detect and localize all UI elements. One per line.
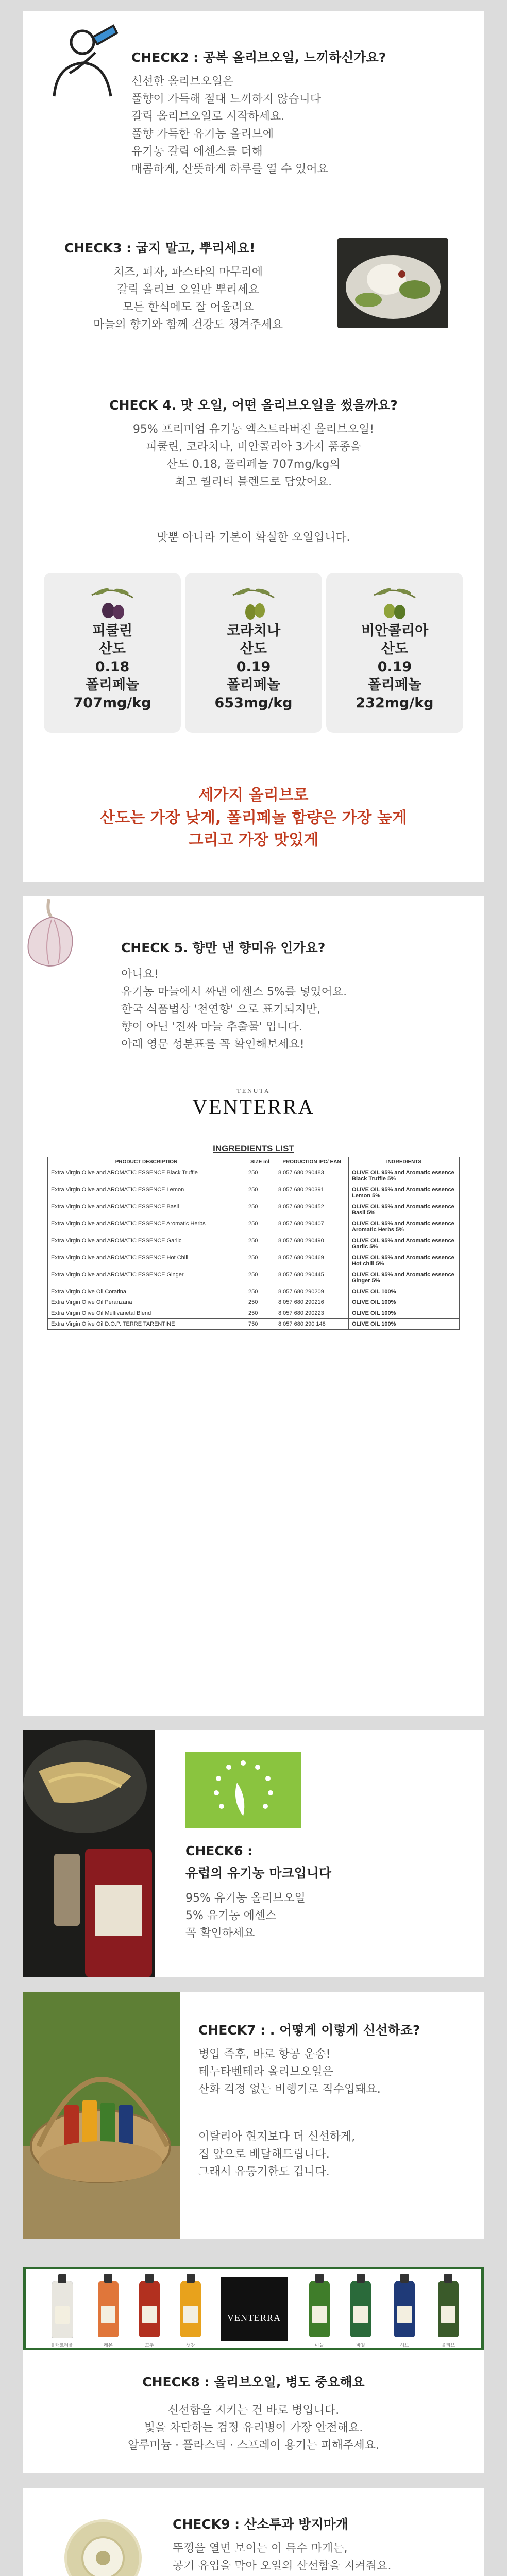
text-line: 신선함을 지키는 건 바로 병입니다.: [167, 2404, 340, 2417]
table-cell: OLIVE OIL 100%: [349, 1297, 460, 1308]
variety-card-ogliarola: [326, 573, 463, 733]
garlic-icon: [23, 896, 80, 969]
table-row: [48, 1319, 460, 1330]
table-cell: 250: [245, 1201, 275, 1218]
table-cell: 250: [245, 1167, 275, 1184]
table-row: [48, 1269, 460, 1286]
table-cell: Extra Virgin Olive and AROMATIC ESSENCE Aromatic Herbs: [48, 1218, 245, 1235]
polyphenol-value: 232mg/kg: [356, 694, 434, 711]
text-line: 향이 아닌 '진짜 마늘 추출물' 입니다.: [121, 1021, 302, 1034]
col-header: PRODUCTION IPC/ EAN: [275, 1157, 349, 1167]
table-cell: Extra Virgin Olive Oil Peranzana: [48, 1297, 245, 1308]
table-cell: 250: [245, 1252, 275, 1269]
bottle-caption: 고추: [145, 2343, 154, 2348]
text-line: 신선한 올리브오일은: [131, 75, 234, 88]
check6-title: CHECK6 :: [185, 1843, 253, 1858]
table-cell: 8 057 680 290 148: [275, 1319, 349, 1330]
text-line: 공기 유입을 막아 오일의 산선함을 지켜줘요.: [173, 2560, 392, 2573]
table-cell: 8 057 680 290483: [275, 1167, 349, 1184]
variety-name: 코라치나: [226, 622, 281, 639]
card-check7: [23, 1992, 484, 2239]
polyphenol-label: 폴리페놀: [367, 676, 422, 693]
check5-title: CHECK 5. 향만 낸 향미유 인가요?: [121, 940, 326, 955]
bottle-ginger: [180, 2281, 201, 2337]
variety-name: 피쿨린: [92, 622, 133, 639]
summary-line: 산도는 가장 낮게, 폴리페놀 함량은 가장 높게: [100, 808, 407, 827]
table-cell: Extra Virgin Olive and AROMATIC ESSENCE Ginger: [48, 1269, 245, 1286]
text-line: 95% 유기농 올리브오일: [185, 1892, 306, 1905]
text-line: 꼭 확인하세요: [185, 1927, 255, 1940]
table-cell: Extra Virgin Olive and AROMATIC ESSENCE Hot Chili: [48, 1252, 245, 1269]
card-check2-4: [23, 11, 484, 882]
table-row: [48, 1297, 460, 1308]
bottle-caption: 레몬: [104, 2343, 113, 2348]
summary-line: 그리고 가장 맛있게: [188, 831, 319, 849]
polyphenol-label: 폴리페놀: [85, 676, 140, 693]
bottle-basil: [350, 2281, 371, 2337]
table-cell: 8 057 680 290223: [275, 1308, 349, 1319]
variety-info: [326, 622, 463, 712]
text-line: 집 앞으로 배달해드립니다.: [198, 2148, 330, 2161]
text-line: 마늘의 향기와 함께 건강도 챙겨주세요: [93, 318, 283, 332]
text-line: 풀향이 가득해 절대 느끼하지 않습니다: [131, 93, 322, 106]
text-line: 아니요!: [121, 968, 159, 981]
ingredients-table: [47, 1157, 460, 1330]
table-cell: OLIVE OIL 95% and Aromatic essence Ginger 5%: [349, 1269, 460, 1286]
table-cell: OLIVE OIL 95% and Aromatic essence Lemon 5%: [349, 1184, 460, 1201]
check7-title: CHECK7 : . 어떻게 이렇게 신선하죠?: [198, 2023, 420, 2038]
check9-title: CHECK9 : 산소투과 방지마개: [173, 2517, 348, 2532]
col-header: PRODUCT DESCRIPTION: [48, 1157, 245, 1167]
text-line: 병입 즉후, 바로 항공 운송!: [198, 2048, 331, 2061]
acidity-label: 산도: [240, 640, 267, 657]
table-cell: 250: [245, 1218, 275, 1235]
check4-summary: [23, 784, 484, 852]
logo-text: VENTERRA: [227, 2313, 281, 2323]
table-cell: OLIVE OIL 100%: [349, 1308, 460, 1319]
bottle-caption: 블랙트러플: [50, 2343, 73, 2348]
check4-title: CHECK 4. 맛 오일, 어떤 올리브오일을 썼을까요?: [109, 398, 398, 413]
bottle-olive: [438, 2281, 459, 2337]
check4-body: [23, 421, 484, 491]
text-line: 아래 영문 성분표를 꼭 확인해보세요!: [121, 1038, 305, 1052]
check7-body-1: [198, 2046, 381, 2098]
bottle-herbs: [394, 2281, 415, 2337]
table-row: [48, 1167, 460, 1184]
check6-subtitle: 유럽의 유기농 마크입니다: [185, 1866, 332, 1880]
table-cell: 8 057 680 290391: [275, 1184, 349, 1201]
acidity-label: 산도: [98, 640, 126, 657]
table-cell: OLIVE OIL 95% and Aromatic essence Black Truffle 5%: [349, 1167, 460, 1184]
text-line: 이탈리아 현지보다 더 신선하게,: [198, 2130, 356, 2143]
text-line: 산화 걱정 없는 비행기로 직수입돼요.: [198, 2083, 381, 2096]
text-line: 유기농 마늘에서 짜낸 에센스 5%를 넣었어요.: [121, 986, 347, 999]
text-line: 한국 식품법상 '천연향' 으로 표기되지만,: [121, 1003, 321, 1016]
table-row: [48, 1308, 460, 1319]
text-line: 뚜껑을 열면 보이는 이 특수 마개는,: [173, 2542, 348, 2555]
check8-body: [23, 2402, 484, 2454]
logo-small-text: TENUTA: [236, 1087, 271, 1094]
table-cell: OLIVE OIL 95% and Aromatic essence Hot chili 5%: [349, 1252, 460, 1269]
text-line: 최고 퀄리티 블렌드로 담았어요.: [175, 476, 332, 489]
table-cell: 750: [245, 1319, 275, 1330]
table-cell: 250: [245, 1297, 275, 1308]
stopper-photo: [64, 2519, 142, 2576]
table-cell: 250: [245, 1184, 275, 1201]
table-cell: 250: [245, 1308, 275, 1319]
check6-body: [185, 1890, 306, 1942]
logo-text: VENTERRA: [192, 1095, 315, 1118]
basket-photo: [23, 1992, 180, 2239]
table-row: [48, 1201, 460, 1218]
table-cell: Extra Virgin Olive Oil Multivarietal Blend: [48, 1308, 245, 1319]
table-cell: 8 057 680 290445: [275, 1269, 349, 1286]
table-cell: OLIVE OIL 95% and Aromatic essence Aromatic Herbs 5%: [349, 1218, 460, 1235]
venterra-logo: [23, 1087, 484, 1119]
table-header-row: [48, 1157, 460, 1167]
variety-info: [185, 622, 322, 712]
table-cell: 8 057 680 290490: [275, 1235, 349, 1252]
bottle-garlic: [309, 2281, 330, 2337]
check3-body: [44, 264, 332, 334]
check4-footer: 맛뿐 아니라 기본이 확실한 오일입니다.: [157, 531, 350, 544]
card-check8: [23, 2350, 484, 2473]
eu-organic-logo: [185, 1752, 301, 1828]
acidity-value: 0.19: [236, 658, 271, 675]
table-row: [48, 1286, 460, 1297]
table-cell: OLIVE OIL 95% and Aromatic essence Garlic 5%: [349, 1235, 460, 1252]
table-cell: 250: [245, 1235, 275, 1252]
bottle-caption: 올리브: [441, 2343, 455, 2348]
table-cell: Extra Virgin Olive and AROMATIC ESSENCE Lemon: [48, 1184, 245, 1201]
variety-info: [44, 622, 181, 712]
check2-body: [131, 73, 328, 179]
card-check9-10: [23, 2488, 484, 2576]
ingredients-title: INGREDIENTS LIST: [213, 1144, 294, 1154]
text-line: 알루미늄 · 플라스틱 · 스프레이 용기는 피해주세요.: [128, 2439, 379, 2452]
acidity-label: 산도: [381, 640, 409, 657]
table-row: [48, 1184, 460, 1201]
table-cell: Extra Virgin Olive Oil Coratina: [48, 1286, 245, 1297]
bottle-caption: 바질: [356, 2343, 365, 2348]
table-cell: Extra Virgin Olive and AROMATIC ESSENCE Garlic: [48, 1235, 245, 1252]
table-cell: OLIVE OIL 100%: [349, 1319, 460, 1330]
text-line: 치즈, 피자, 파스타의 마무리에: [113, 266, 263, 279]
table-cell: 8 057 680 290216: [275, 1297, 349, 1308]
text-line: 테누타벤테라 올리브오일은: [198, 2065, 334, 2079]
bottle-caption: 허브: [400, 2343, 409, 2348]
table-cell: Extra Virgin Olive and AROMATIC ESSENCE Basil: [48, 1201, 245, 1218]
col-header: SIZE ml: [245, 1157, 275, 1167]
bottle-lemon: [98, 2281, 119, 2337]
table-cell: OLIVE OIL 95% and Aromatic essence Basil 5%: [349, 1201, 460, 1218]
text-line: 95% 프리미엄 유기농 엑스트라버진 올리브오일!: [132, 423, 375, 436]
table-cell: OLIVE OIL 100%: [349, 1286, 460, 1297]
table-cell: Extra Virgin Olive Oil D.O.P. TERRE TARENTINE: [48, 1319, 245, 1330]
col-header: INGREDIENTS: [349, 1157, 460, 1167]
check9-body: [173, 2540, 410, 2576]
card-check6: [23, 1730, 484, 1977]
bottle-chili: [139, 2281, 160, 2337]
text-line: 갈릭 올리브 오일만 뿌리세요: [116, 283, 259, 297]
table-cell: 250: [245, 1286, 275, 1297]
table-row: [48, 1252, 460, 1269]
text-line: 산도 0.18, 폴리페놀 707mg/kg의: [166, 458, 341, 471]
acidity-value: 0.18: [95, 658, 130, 675]
bottle-caption: 생강: [186, 2343, 195, 2348]
polyphenol-label: 폴리페놀: [226, 676, 281, 693]
check3-title: CHECK3 : 굽지 말고, 뿌리세요!: [64, 241, 256, 256]
polyphenol-value: 707mg/kg: [73, 694, 151, 711]
table-row: [48, 1235, 460, 1252]
text-line: 빛을 차단하는 검정 유리병이 가장 안전해요.: [144, 2421, 363, 2435]
check2-title: CHECK2 : 공복 올리브오일, 느끼하신가요?: [131, 50, 386, 65]
text-line: 매콤하게, 산뜻하게 하루를 열 수 있어요: [131, 163, 328, 176]
text-line: 5% 유기농 에센스: [185, 1909, 277, 1923]
bottle-lineup: [23, 2267, 484, 2350]
text-line: 유기농 갈릭 에센스를 더해: [131, 145, 263, 159]
table-cell: 8 057 680 290209: [275, 1286, 349, 1297]
variety-name: 비안콜리아: [361, 622, 429, 639]
table-cell: Extra Virgin Olive and AROMATIC ESSENCE Black Truffle: [48, 1167, 245, 1184]
person-drinking-icon: [44, 22, 121, 99]
bottle-caption: 마늘: [315, 2343, 324, 2348]
table-cell: 8 057 680 290469: [275, 1252, 349, 1269]
polyphenol-value: 653mg/kg: [214, 694, 293, 711]
bottle-black-truffle: [52, 2281, 73, 2338]
food-photo: [337, 238, 448, 328]
table-cell: 250: [245, 1269, 275, 1286]
text-line: 피쿨린, 코라치나, 비안콜리아 3가지 품종을: [146, 440, 361, 454]
summary-line: 세가지 올리브로: [198, 786, 309, 804]
text-line: 갈릭 올리브오일로 시작하세요.: [131, 110, 285, 124]
text-line: 그래서 유통기한도 깁니다.: [198, 2165, 330, 2179]
table-cell: 8 057 680 290407: [275, 1218, 349, 1235]
check5-body: [121, 966, 347, 1054]
table-cell: 8 057 680 290452: [275, 1201, 349, 1218]
acidity-value: 0.19: [377, 658, 412, 675]
check7-body-2: [198, 2128, 355, 2181]
card-check5: [23, 896, 484, 1716]
check8-title: CHECK8 : 올리브오일, 병도 중요해요: [142, 2375, 365, 2389]
table-row: [48, 1218, 460, 1235]
pasta-bottle-photo: [23, 1730, 155, 1977]
text-line: 풀향 가득한 유기농 올리브에: [131, 128, 274, 141]
venterra-logo-box: [221, 2277, 288, 2341]
variety-card-coratina: [185, 573, 322, 733]
text-line: 모든 한식에도 잘 어울려요: [122, 301, 254, 314]
table-body: [48, 1167, 460, 1330]
variety-card-picual: [44, 573, 181, 733]
